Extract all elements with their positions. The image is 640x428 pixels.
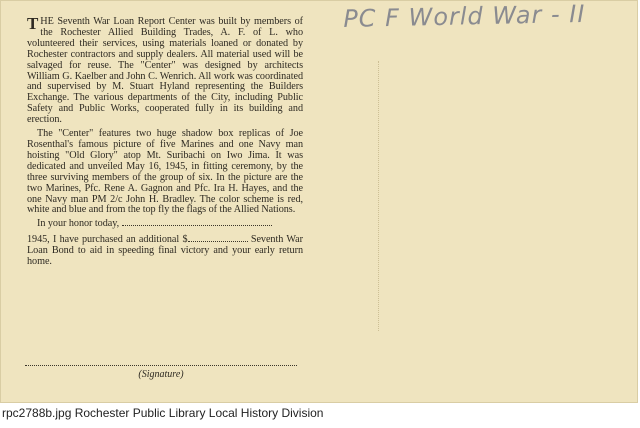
paragraph-3 (27, 219, 303, 230)
paragraph-2: The "Center" features two huge shadow box replicas of Joe Rosenthal's famous picture of five Marines and one Navy man hoisting "Old Glory" atop Mt. Suribachi on Iwo Jima. It was dedicated and unveiled May 16, 1945, in fitting ceremony, by the three surviving members of the group of six. In the picture are the two Marines, Pfc. Rene A. Gagnon and Pfc. Ira H. Hayes, and the one Navy man PM 2/c John H. Bradley. The color scheme is red, white and blue and from the top fly the flags of the Allied Nations. (27, 128, 303, 216)
honor-text: In your honor today, (37, 218, 120, 230)
signature-line (25, 365, 297, 366)
paragraph-1-text: HE Seventh War Loan Report Center was built by members of the Rochester Allied Building Trades, A. F. of L. who volunteered their services, using materials loaned or donated by Rochester contractors and supply dealers. All material used will be salvaged for reuse. The "Center" was designed by architects William G. Kaelber and John C. Wenrich. All work was coordinated and supervised by M. Stuart Hyland representing the Builders Exchange. The various departments of the City, including Public Safety and Public Works, cooperated fully in its building and erection. (27, 16, 303, 126)
fill-in-blank-line (122, 225, 272, 226)
signature-label: (Signature) (138, 369, 184, 380)
address-divider (378, 61, 379, 331)
drop-cap: T (27, 14, 39, 33)
bond-text: Seventh War Loan Bond to aid in speeding final victory and your early return home. (27, 234, 303, 268)
image-caption: rpc2788b.jpg Rochester Public Library Local History Division (2, 406, 324, 420)
paragraph-1 (27, 14, 303, 126)
handwritten-note: PC F World War - II (343, 0, 586, 33)
card-text-block (27, 14, 303, 268)
amount-blank-line (188, 241, 248, 242)
paragraph-4 (27, 235, 303, 268)
purchase-text: 1945, I have purchased an additional $ (27, 234, 188, 246)
